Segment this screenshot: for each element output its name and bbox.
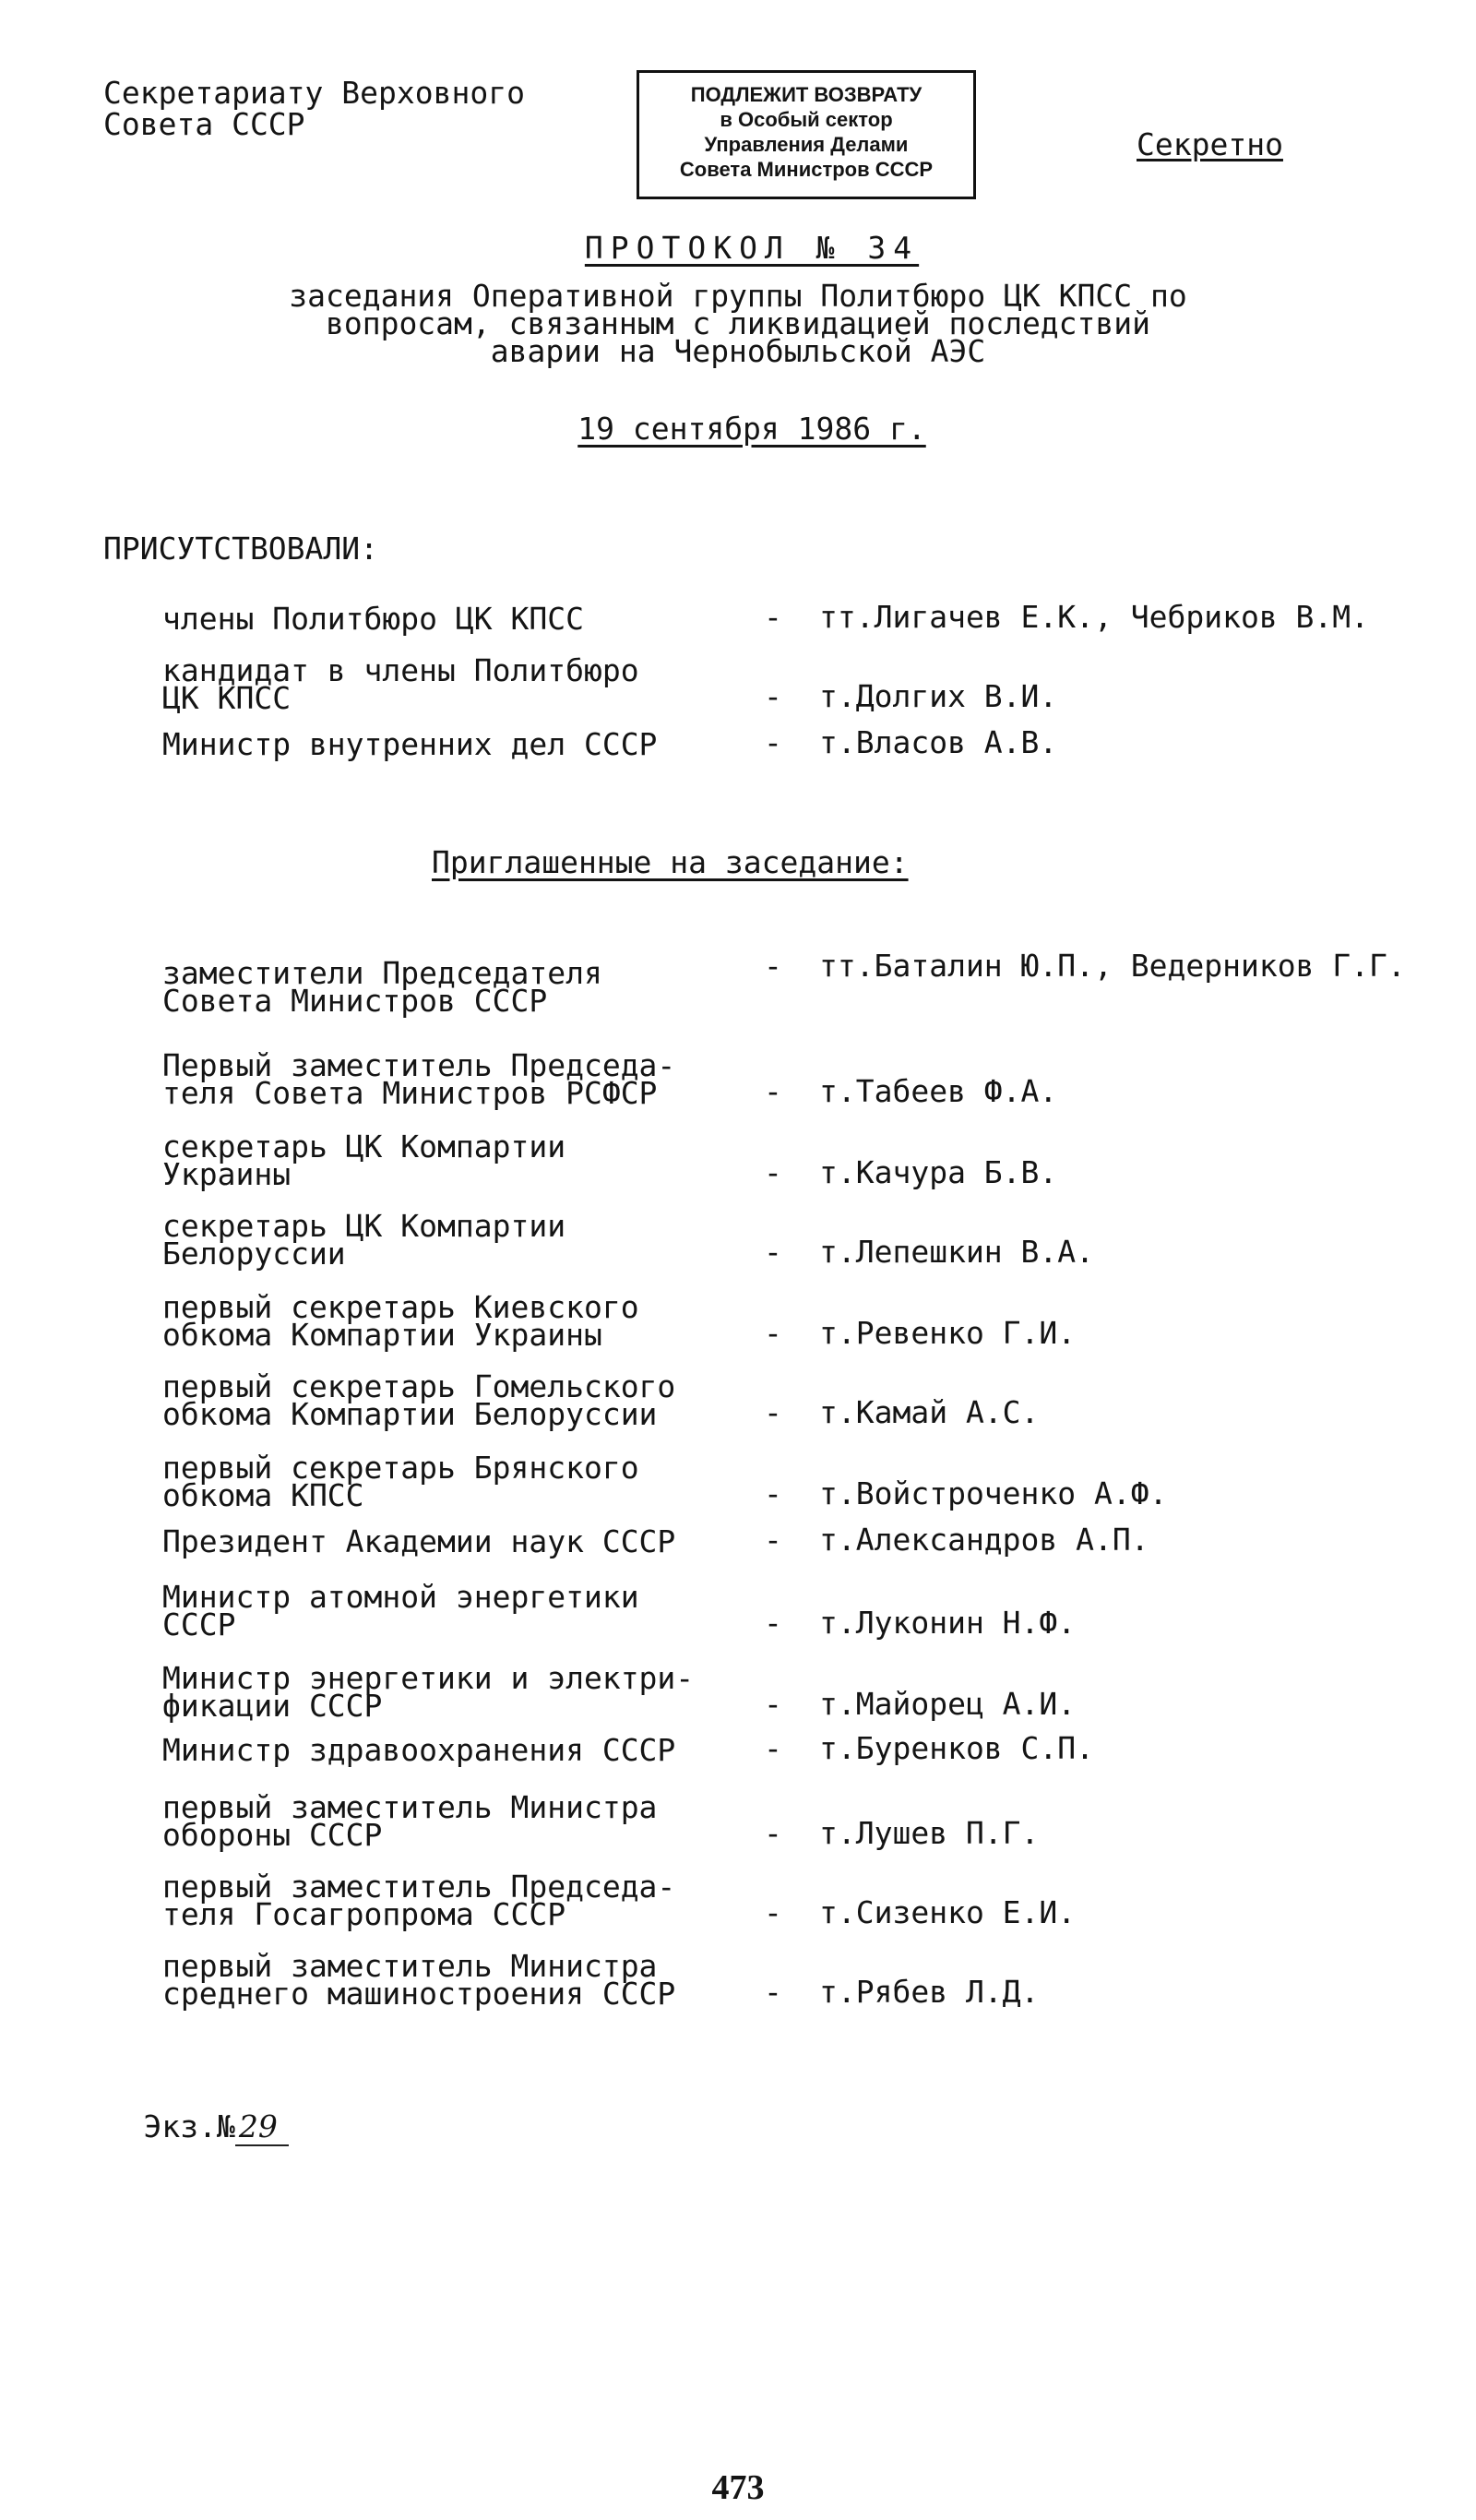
- invitee-row: [0, 1941, 1476, 2012]
- attendee-role: члены Политбюро ЦК КПСС: [162, 601, 584, 637]
- invitee-row: [0, 1730, 1476, 1768]
- invitee-name: т.Ревенко Г.И.: [819, 1315, 1077, 1351]
- invitee-dash: -: [764, 1475, 782, 1511]
- invitee-role: первый заместитель Министра среднего машиностроения СССР: [162, 1948, 676, 2012]
- invitee-role: первый секретарь Гомельского обкома Компартии Белоруссии: [162, 1368, 676, 1432]
- stamp-line: Управления Делами: [704, 133, 909, 156]
- attendee-dash: -: [764, 678, 782, 714]
- invitee-dash: -: [764, 1730, 782, 1766]
- invitee-dash: -: [764, 1974, 782, 2010]
- invitee-dash: -: [764, 1394, 782, 1430]
- invitee-role: Президент Академии наук СССР: [162, 1523, 676, 1559]
- invitee-row: [0, 1783, 1476, 1853]
- stamp-line: в Особый сектор: [720, 108, 893, 131]
- invited-heading: Приглашенные на заседание:: [432, 844, 909, 880]
- invitee-row: [0, 1654, 1476, 1724]
- invitee-row: [0, 1862, 1476, 1932]
- invitee-row: [0, 948, 1476, 1019]
- invitee-role: Министр атомной энергетики СССР: [162, 1579, 639, 1642]
- copy-number-value: 29: [235, 2111, 289, 2146]
- invitee-name: т.Александров А.П.: [819, 1522, 1149, 1558]
- attendee-dash: -: [764, 599, 782, 635]
- document-subtitle: заседания Оперативной группы Политбюро ЦК КПСС по вопросам, связанным с ликвидацией последствий аварии на Чернобыльской АЭС: [289, 278, 1187, 369]
- attendee-name: тт.Лигачев Е.К., Чебриков В.М.: [819, 599, 1370, 635]
- invitee-name: т.Качура Б.В.: [819, 1154, 1058, 1190]
- invitee-role: заместители Председателя Совета Министров СССР: [162, 955, 602, 1019]
- invitee-name: т.Рябев Л.Д.: [819, 1974, 1040, 2010]
- attendee-role: Министр внутренних дел СССР: [162, 726, 658, 762]
- attendee-name: т.Власов А.В.: [819, 724, 1058, 760]
- invitee-dash: -: [764, 1894, 782, 1930]
- invitee-dash: -: [764, 1315, 782, 1351]
- page-number: 473: [711, 2468, 765, 2507]
- invitee-role: первый секретарь Киевского обкома Компартии Украины: [162, 1289, 639, 1353]
- invitee-name: т.Лепешкин В.А.: [819, 1234, 1095, 1270]
- invitee-row: [0, 1201, 1476, 1272]
- attendee-dash: -: [764, 724, 782, 760]
- stamp-line: ПОДЛЕЖИТ ВОЗВРАТУ: [690, 83, 922, 106]
- invitee-dash: -: [764, 1073, 782, 1109]
- attendee-name: т.Долгих В.И.: [819, 678, 1058, 714]
- copy-number: [70, 2080, 289, 2178]
- addressee: Секретариату Верховного Совета СССР: [103, 75, 525, 142]
- invitee-dash: -: [764, 1154, 782, 1190]
- invitee-name: т.Буренков С.П.: [819, 1730, 1095, 1766]
- document-title: ПРОТОКОЛ № 34: [584, 230, 920, 266]
- present-heading: ПРИСУТСТВОВАЛИ:: [103, 531, 379, 567]
- document-date: 19 сентября 1986 г.: [577, 411, 926, 447]
- invitee-name: т.Табеев Ф.А.: [819, 1073, 1058, 1109]
- invitee-row: [0, 1522, 1476, 1559]
- invitee-role: Министр энергетики и электри- фикации СССР: [162, 1660, 695, 1724]
- return-stamp: [637, 70, 976, 199]
- attendee-row: [0, 724, 1476, 762]
- invitee-role: первый заместитель Министра обороны СССР: [162, 1789, 658, 1853]
- invitee-dash: -: [764, 1605, 782, 1641]
- invitee-dash: -: [764, 1815, 782, 1851]
- invitee-name: тт.Баталин Ю.П., Ведерников Г.Г.: [819, 948, 1406, 984]
- invitee-role: секретарь ЦК Компартии Белоруссии: [162, 1208, 566, 1272]
- invitee-row: [0, 1122, 1476, 1192]
- attendee-role: кандидат в члены Политбюро ЦК КПСС: [162, 652, 639, 716]
- classification-label: Секретно: [1137, 126, 1283, 162]
- invitee-row: [0, 1041, 1476, 1111]
- invitee-role: первый заместитель Председа- теля Госагропрома СССР: [162, 1869, 676, 1932]
- invitee-name: т.Майорец А.И.: [819, 1686, 1077, 1722]
- invitee-dash: -: [764, 948, 782, 984]
- invitee-name: т.Лушев П.Г.: [819, 1815, 1040, 1851]
- invitee-name: т.Сизенко Е.И.: [819, 1894, 1077, 1930]
- invitee-dash: -: [764, 1234, 782, 1270]
- attendee-row: [0, 646, 1476, 716]
- invitee-name: т.Войстроченко А.Ф.: [819, 1475, 1168, 1511]
- invitee-row: [0, 1283, 1476, 1353]
- invitee-row: [0, 1572, 1476, 1642]
- stamp-line: Совета Министров СССР: [679, 158, 934, 181]
- invitee-role: первый секретарь Брянского обкома КПСС: [162, 1450, 639, 1513]
- invitee-role: Первый заместитель Председа- теля Совета Министров РСФСР: [162, 1047, 676, 1111]
- attendee-row: [0, 599, 1476, 637]
- invitee-dash: -: [764, 1686, 782, 1722]
- copy-label: Экз.№: [143, 2108, 235, 2144]
- invitee-role: секретарь ЦК Компартии Украины: [162, 1129, 566, 1192]
- invitee-row: [0, 1443, 1476, 1513]
- invitee-name: т.Луконин Н.Ф.: [819, 1605, 1077, 1641]
- invitee-name: т.Камай А.С.: [819, 1394, 1040, 1430]
- invitee-dash: -: [764, 1522, 782, 1558]
- invitee-role: Министр здравоохранения СССР: [162, 1732, 676, 1768]
- invitee-row: [0, 1362, 1476, 1432]
